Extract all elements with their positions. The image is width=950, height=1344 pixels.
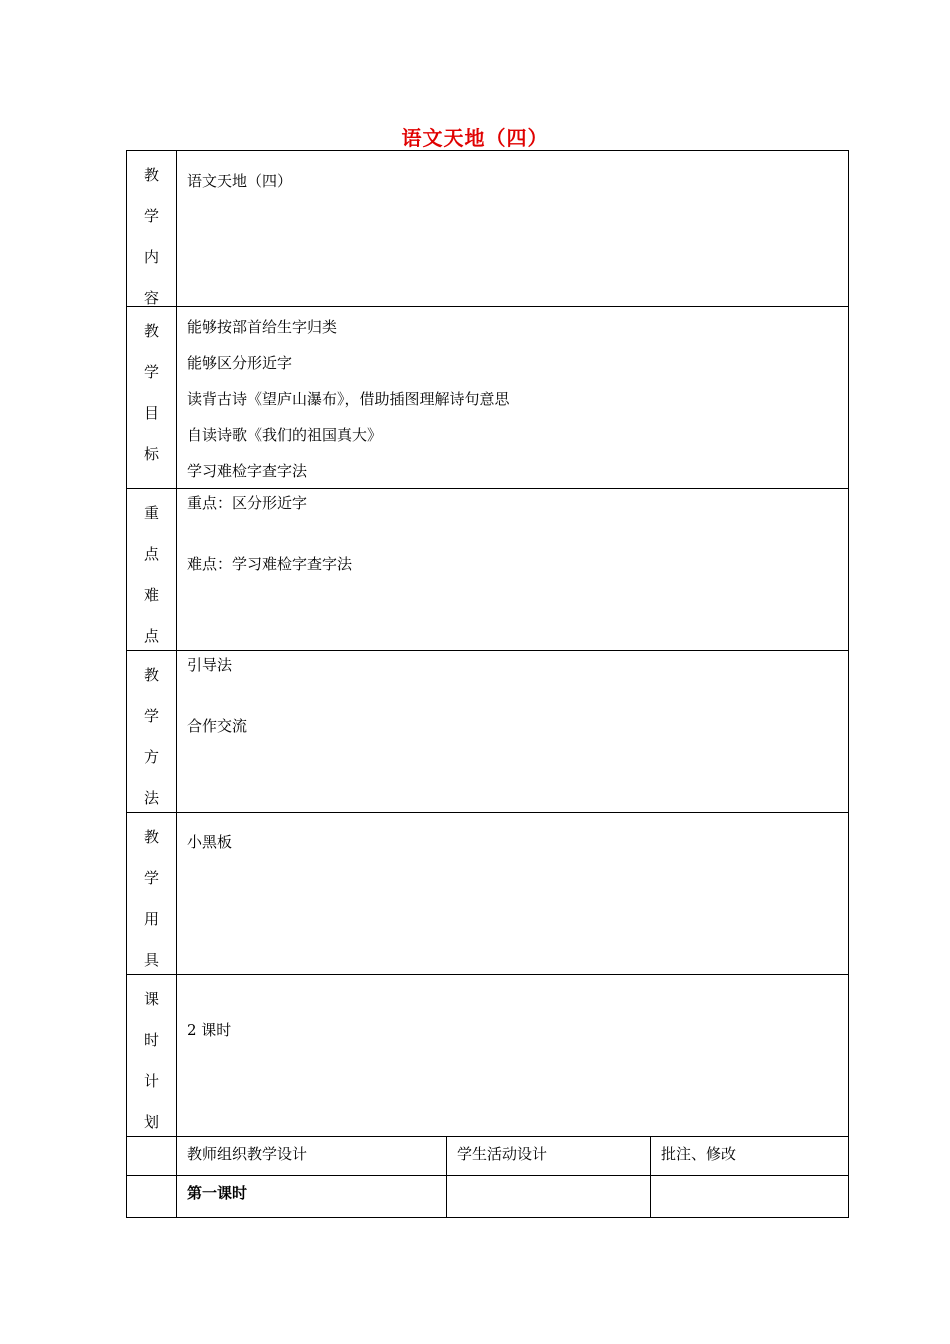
label-char: 教 xyxy=(143,322,159,340)
label-char: 教 xyxy=(143,166,159,184)
label-teaching-tools xyxy=(126,812,177,975)
row-teaching-methods xyxy=(126,650,849,813)
empty-cell xyxy=(126,1136,177,1176)
content-line: 小黑板 xyxy=(187,833,233,851)
content-line: 能够按部首给生字归类 xyxy=(187,318,338,336)
label-char: 划 xyxy=(143,1113,159,1131)
row-lesson-plan xyxy=(126,974,849,1137)
content-teaching-methods xyxy=(176,650,849,813)
content-line: 语文天地（四） xyxy=(187,172,293,190)
content-teaching-tools xyxy=(176,812,849,975)
row-teaching-tools xyxy=(126,812,849,975)
label-char: 教 xyxy=(143,828,159,846)
label-char: 时 xyxy=(143,1031,159,1049)
label-teaching-goals xyxy=(126,306,177,489)
label-char: 标 xyxy=(143,445,159,463)
label-char: 难 xyxy=(143,586,159,604)
design-header-row xyxy=(126,1136,849,1176)
empty-cell xyxy=(126,1175,177,1218)
content-line: 重点：区分形近字 xyxy=(187,494,308,512)
label-teaching-methods xyxy=(126,650,177,813)
document-title: 语文天地（四） xyxy=(401,126,549,150)
content-line: 难点：学习难检字查字法 xyxy=(187,555,353,573)
label-char: 教 xyxy=(143,666,159,684)
content-lesson-plan xyxy=(176,974,849,1137)
label-char: 学 xyxy=(143,707,159,725)
label-char: 重 xyxy=(143,504,159,522)
label-char: 学 xyxy=(143,869,159,887)
content-line: 2 课时 xyxy=(187,1021,232,1039)
label-char: 具 xyxy=(143,951,159,969)
header-student-activity: 学生活动设计 xyxy=(446,1136,651,1176)
label-char: 课 xyxy=(143,990,159,1008)
header-annotation: 批注、修改 xyxy=(650,1136,849,1176)
label-teaching-content xyxy=(126,150,177,307)
label-char: 目 xyxy=(143,404,159,422)
label-char: 内 xyxy=(143,248,159,266)
content-line: 读背古诗《望庐山瀑布》，借助插图理解诗句意思 xyxy=(187,390,510,408)
label-char: 学 xyxy=(143,207,159,225)
label-char: 容 xyxy=(143,289,159,307)
label-lesson-plan xyxy=(126,974,177,1137)
first-lesson-label: 第一课时 xyxy=(176,1175,447,1218)
label-char: 方 xyxy=(143,748,159,766)
content-teaching-content xyxy=(176,150,849,307)
content-line: 合作交流 xyxy=(187,717,248,735)
label-char: 计 xyxy=(143,1072,159,1090)
row-teaching-content xyxy=(126,150,849,307)
content-teaching-goals xyxy=(176,306,849,489)
content-line: 自读诗歌《我们的祖国真大》 xyxy=(187,426,383,444)
label-char: 学 xyxy=(143,363,159,381)
label-char: 点 xyxy=(143,545,159,563)
label-char: 用 xyxy=(143,910,159,928)
empty-cell xyxy=(650,1175,849,1218)
label-char: 法 xyxy=(143,789,159,807)
first-lesson-row xyxy=(126,1175,849,1218)
content-line: 引导法 xyxy=(187,656,233,674)
label-key-points xyxy=(126,488,177,651)
row-teaching-goals xyxy=(126,306,849,489)
label-char: 点 xyxy=(143,627,159,645)
header-teacher-design: 教师组织教学设计 xyxy=(176,1136,447,1176)
row-key-points xyxy=(126,488,849,651)
content-key-points xyxy=(176,488,849,651)
content-line: 学习难检字查字法 xyxy=(187,462,308,480)
empty-cell xyxy=(446,1175,651,1218)
content-line: 能够区分形近字 xyxy=(187,354,293,372)
